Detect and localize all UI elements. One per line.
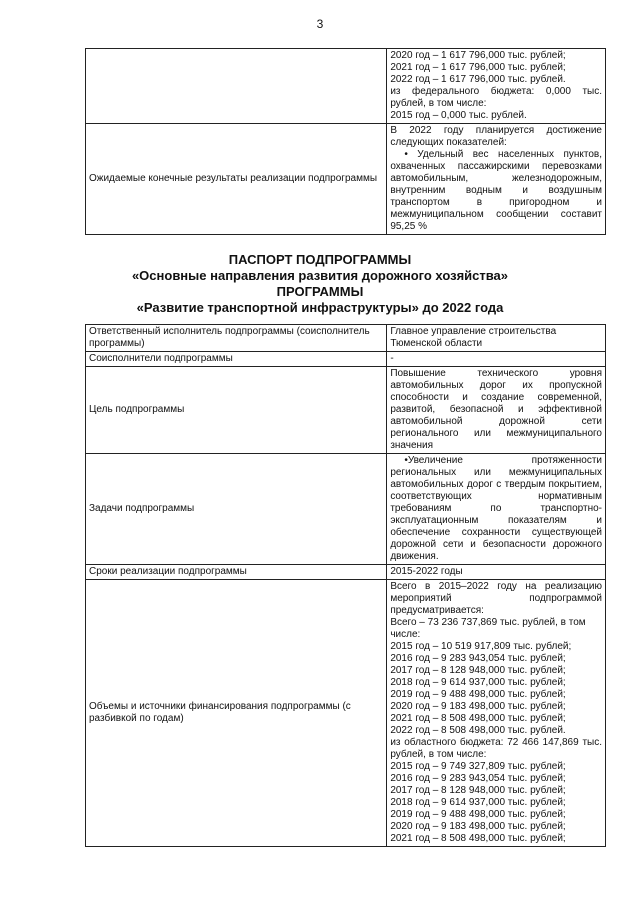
passport-heading: [0, 252, 640, 316]
row-label: Сроки реализации подпрограммы: [86, 565, 387, 580]
funding-line: 2021 год – 1 617 796,000 тыс. рублей;: [390, 62, 566, 73]
row-value: -: [387, 352, 606, 367]
row-label: Задачи подпрограммы: [86, 454, 387, 565]
year-line: 2017 год – 8 128 948,000 тыс. рублей;: [390, 785, 566, 796]
page-number: 3: [316, 17, 324, 31]
year-line: 2020 год – 9 183 498,000 тыс. рублей;: [390, 821, 566, 832]
year-line: 2020 год – 9 183 498,000 тыс. рублей;: [390, 701, 566, 712]
funding-continuation-cell: [387, 49, 606, 124]
year-line: 2021 год – 8 508 498,000 тыс. рублей;: [390, 713, 566, 724]
federal-budget-line: из федерального бюджета: 0,000 тыс. рублей, в том числе:: [390, 86, 602, 109]
year-line: 2019 год – 9 488 498,000 тыс. рублей;: [390, 809, 566, 820]
table-row: [86, 49, 606, 124]
year-line: 2015 год – 10 519 917,809 тыс. рублей;: [390, 641, 572, 652]
row-value: Повышение технического уровня автомобильных дорог их пропускной способности и создание современной, развитой, безопасной и эффективной автомобильной дорожной сети регионального или межмуниципального значения: [387, 367, 606, 454]
table-row: [86, 325, 606, 352]
funding-line: 2020 год – 1 617 796,000 тыс. рублей;: [390, 50, 566, 61]
funding-intro: Всего в 2015–2022 году на реализацию мероприятий подпрограммой предусматривается:: [390, 581, 602, 616]
year-line: 2019 год – 9 488 498,000 тыс. рублей;: [390, 689, 566, 700]
funding-line: 2015 год – 0,000 тыс. рублей.: [390, 110, 527, 121]
table-row: [86, 565, 606, 580]
results-label: Ожидаемые конечные результаты реализации подпрограммы: [86, 124, 387, 235]
heading-line: ПАСПОРТ ПОДПРОГРАММЫ: [228, 252, 412, 267]
heading-line: ПРОГРАММЫ: [276, 284, 364, 299]
regional-budget-line: из областного бюджета: 72 466 147,869 тыс. рублей, в том числе:: [390, 737, 602, 760]
row-label: Ответственный исполнитель подпрограммы (соисполнитель программы): [86, 325, 387, 352]
table-row: [86, 124, 606, 235]
passport-table: [85, 324, 606, 847]
table-row: [86, 454, 606, 565]
row-value: •Увеличение протяженности региональных или межмуниципальных автомобильных дорог с твердым покрытием, соответствующих нормативным требованиям по транспортно-эксплуатационным показателям и обеспечение сохранности существующей дорожной сети и безопасности дорожного движения.: [387, 454, 606, 565]
funding-total: Всего – 73 236 737,869 тыс. рублей, в том числе:: [390, 617, 586, 640]
heading-line: «Основные направления развития дорожного хозяйства»: [131, 268, 509, 283]
table-row: [86, 367, 606, 454]
table-row: [86, 352, 606, 367]
year-line: 2016 год – 9 283 943,054 тыс. рублей;: [390, 653, 566, 664]
results-intro: В 2022 году планируется достижение следующих показателей:: [390, 125, 602, 148]
empty-label-cell: [86, 49, 387, 124]
year-line: 2018 год – 9 614 937,000 тыс. рублей;: [390, 797, 566, 808]
year-line: 2016 год – 9 283 943,054 тыс. рублей;: [390, 773, 566, 784]
results-value: [387, 124, 606, 235]
year-line: 2017 год – 8 128 948,000 тыс. рублей;: [390, 665, 566, 676]
results-item: • Удельный вес населенных пунктов, охваченных пассажирскими перевозками автомобильным, железнодорожным, внутренним водным и воздушным транспортом в пригородном и межмуниципальном сообщении составит 95,25 %: [390, 149, 602, 232]
funding-line: 2022 год – 1 617 796,000 тыс. рублей.: [390, 74, 566, 85]
funding-label: Объемы и источники финансирования подпрограммы (с разбивкой по годам): [86, 580, 387, 847]
year-line: 2021 год – 8 508 498,000 тыс. рублей;: [390, 833, 566, 844]
row-label: Цель подпрограммы: [86, 367, 387, 454]
year-line: 2022 год – 8 508 498,000 тыс. рублей.: [390, 725, 566, 736]
row-value: 2015-2022 годы: [387, 565, 606, 580]
year-line: 2015 год – 9 749 327,809 тыс. рублей;: [390, 761, 566, 772]
continuation-table: [85, 48, 606, 235]
year-line: 2018 год – 9 614 937,000 тыс. рублей;: [390, 677, 566, 688]
table-row: [86, 580, 606, 847]
funding-value: [387, 580, 606, 847]
row-label: Соисполнители подпрограммы: [86, 352, 387, 367]
heading-line: «Развитие транспортной инфраструктуры» до 2022 года: [136, 300, 504, 315]
row-value: Главное управление строительства Тюменской области: [387, 325, 606, 352]
